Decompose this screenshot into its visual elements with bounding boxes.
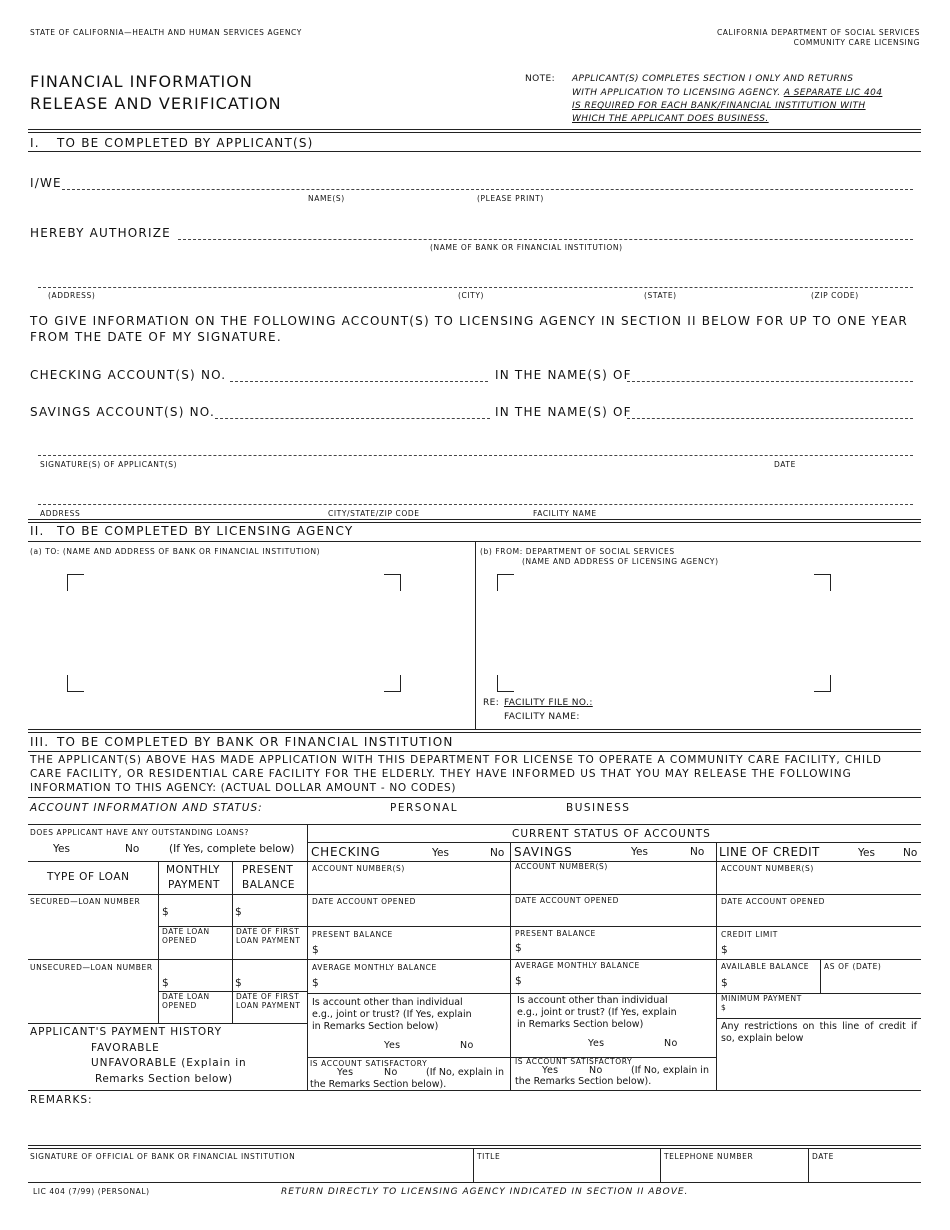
table-line bbox=[808, 1148, 809, 1182]
table-line bbox=[232, 861, 233, 1023]
savings-name-field[interactable] bbox=[627, 418, 913, 419]
secured-date-loan-2: OPENED bbox=[162, 936, 197, 945]
address-field[interactable] bbox=[38, 287, 913, 288]
bank-name-field[interactable] bbox=[178, 239, 913, 240]
section1-heading: TO BE COMPLETED BY APPLICANT(S) bbox=[57, 136, 314, 150]
credit-yes[interactable]: Yes bbox=[858, 847, 875, 859]
table-line bbox=[307, 993, 921, 994]
checking-name-field[interactable] bbox=[627, 381, 913, 382]
form-title-2: RELEASE AND VERIFICATION bbox=[30, 94, 282, 113]
zip-sublabel: (ZIP CODE) bbox=[811, 291, 859, 300]
as-of-date-label[interactable]: AS OF (DATE) bbox=[824, 962, 882, 971]
section1-num: I. bbox=[30, 136, 40, 150]
checking-other-2: e.g., joint or trust? (If Yes, explain bbox=[312, 1009, 472, 1020]
line-of-credit-heading: LINE OF CREDIT bbox=[719, 845, 820, 859]
note-line-2b: A SEPARATE LIC 404 bbox=[783, 88, 883, 98]
checking-other-no[interactable]: No bbox=[460, 1040, 474, 1051]
savings-label: SAVINGS ACCOUNT(S) NO. bbox=[30, 405, 215, 419]
bank-name-sublabel: (NAME OF BANK OR FINANCIAL INSTITUTION) bbox=[430, 243, 623, 252]
table-line bbox=[28, 1023, 307, 1024]
savings-other-no[interactable]: No bbox=[664, 1038, 678, 1049]
savings-other-1: Is account other than individual bbox=[517, 995, 668, 1006]
divider bbox=[28, 729, 921, 730]
checking-other-yes[interactable]: Yes bbox=[384, 1040, 401, 1051]
loans-question: DOES APPLICANT HAVE ANY OUTSTANDING LOANS? bbox=[30, 828, 249, 837]
facility-address-field[interactable] bbox=[38, 504, 913, 505]
credit-no[interactable]: No bbox=[903, 847, 918, 859]
unsecured-date-loan-2: OPENED bbox=[162, 1001, 197, 1010]
agency-right-1: CALIFORNIA DEPARTMENT OF SOCIAL SERVICES bbox=[716, 28, 920, 37]
savings-other-2: e.g., joint or trust? (If Yes, explain bbox=[517, 1007, 677, 1018]
corner-mark bbox=[384, 675, 401, 692]
type-of-loan-header: TYPE OF LOAN bbox=[47, 871, 130, 883]
monthly-header-2: PAYMENT bbox=[168, 879, 220, 891]
city-sublabel: (CITY) bbox=[458, 291, 485, 300]
intro-line-1: THE APPLICANT(S) ABOVE HAS MADE APPLICATION WITH THIS DEPARTMENT FOR LICENSE TO OPERATE A COMMUNITY CARE FACILITY, CHILD bbox=[30, 754, 882, 766]
divider bbox=[28, 132, 921, 133]
credit-limit-dollar[interactable]: $ bbox=[721, 944, 728, 956]
secured-date-loan-1: DATE LOAN bbox=[162, 927, 210, 936]
unsecured-balance-dollar[interactable]: $ bbox=[235, 977, 242, 989]
secured-date-first-1: DATE OF FIRST bbox=[236, 927, 300, 936]
table-line bbox=[28, 959, 921, 960]
savings-satisfactory-yes[interactable]: Yes bbox=[542, 1065, 559, 1076]
savings-if-no-1: (If No, explain in bbox=[631, 1065, 709, 1076]
unsecured-loan-label[interactable]: UNSECURED—LOAN NUMBER bbox=[30, 963, 153, 972]
savings-other-3: in Remarks Section below) bbox=[517, 1019, 644, 1030]
divider bbox=[28, 129, 921, 130]
note-line-2 bbox=[572, 88, 882, 98]
agency-left: STATE OF CALIFORNIA—HEALTH AND HUMAN SERVICES AGENCY bbox=[30, 28, 302, 37]
savings-present-dollar[interactable]: $ bbox=[515, 942, 522, 954]
personal-option[interactable]: PERSONAL bbox=[390, 802, 459, 814]
secured-date-first-2: LOAN PAYMENT bbox=[236, 936, 301, 945]
savings-heading: SAVINGS bbox=[514, 845, 573, 859]
section2-heading: TO BE COMPLETED BY LICENSING AGENCY bbox=[57, 524, 354, 538]
note-line-2a: WITH APPLICATION TO LICENSING AGENCY. bbox=[572, 88, 781, 98]
payment-history-label: APPLICANT'S PAYMENT HISTORY bbox=[30, 1026, 222, 1038]
facility-name-sublabel: FACILITY NAME bbox=[533, 509, 597, 518]
checking-heading: CHECKING bbox=[311, 845, 381, 859]
savings-number-field[interactable] bbox=[215, 418, 490, 419]
checking-other-1: Is account other than individual bbox=[312, 997, 463, 1008]
divider bbox=[28, 151, 921, 152]
divider bbox=[475, 541, 476, 729]
corner-mark bbox=[814, 675, 831, 692]
intro-line-2: CARE FACILITY, OR RESIDENTIAL CARE FACILITY FOR THE ELDERLY. THEY HAVE INFORMED US THAT YOU MAY RELEASE THE FOLLOWING bbox=[30, 768, 852, 780]
unsecured-date-first-2: LOAN PAYMENT bbox=[236, 1001, 301, 1010]
checking-yes[interactable]: Yes bbox=[432, 847, 449, 859]
unsecured-monthly-dollar[interactable]: $ bbox=[162, 977, 169, 989]
note-line-1: APPLICANT(S) COMPLETES SECTION I ONLY AND RETURNS bbox=[572, 74, 854, 84]
table-line bbox=[28, 1090, 921, 1091]
divider bbox=[28, 519, 921, 520]
savings-avg-dollar[interactable]: $ bbox=[515, 975, 522, 987]
present-header-1: PRESENT bbox=[242, 864, 294, 876]
savings-avg-monthly: AVERAGE MONTHLY BALANCE bbox=[515, 961, 640, 970]
checking-if-no-1: (If No, explain in bbox=[426, 1067, 504, 1078]
to-label: (a) TO: (NAME AND ADDRESS OF BANK OR FINANCIAL INSTITUTION) bbox=[30, 547, 321, 556]
from-label-2: (NAME AND ADDRESS OF LICENSING AGENCY) bbox=[522, 557, 719, 566]
date-sublabel: DATE bbox=[774, 460, 796, 469]
please-print-sublabel: (PLEASE PRINT) bbox=[477, 194, 544, 203]
unsecured-date-loan-1: DATE LOAN bbox=[162, 992, 210, 1001]
corner-mark bbox=[67, 675, 84, 692]
unsecured-date-first-1: DATE OF FIRST bbox=[236, 992, 300, 1001]
loans-yes[interactable]: Yes bbox=[53, 843, 70, 855]
facility-name-label: FACILITY NAME: bbox=[504, 712, 580, 722]
table-line bbox=[307, 926, 921, 927]
savings-satisfactory-no[interactable]: No bbox=[589, 1065, 603, 1076]
corner-mark bbox=[384, 574, 401, 591]
checking-satisfactory-label: IS ACCOUNT SATISFACTORY bbox=[310, 1059, 428, 1068]
give-info-line-1: TO GIVE INFORMATION ON THE FOLLOWING ACCOUNT(S) TO LICENSING AGENCY IN SECTION II BELOW FOR UP TO ONE YEAR bbox=[30, 314, 908, 328]
table-line bbox=[28, 894, 921, 895]
table-line bbox=[307, 842, 921, 843]
iwe-label: I/WE bbox=[30, 176, 62, 190]
savings-present-balance: PRESENT BALANCE bbox=[515, 929, 596, 938]
telephone-field[interactable]: TELEPHONE NUMBER bbox=[664, 1152, 754, 1161]
secured-monthly-dollar[interactable]: $ bbox=[162, 906, 169, 918]
present-header-2: BALANCE bbox=[242, 879, 295, 891]
savings-if-no-2: the Remarks Section below). bbox=[515, 1076, 652, 1087]
checking-no[interactable]: No bbox=[490, 847, 505, 859]
savings-no[interactable]: No bbox=[690, 846, 705, 858]
give-info-line-2: FROM THE DATE OF MY SIGNATURE. bbox=[30, 330, 282, 344]
divider bbox=[28, 732, 921, 733]
names-sublabel: NAME(S) bbox=[308, 194, 345, 203]
note-line-4: WHICH THE APPLICANT DOES BUSINESS. bbox=[572, 114, 769, 124]
savings-in-name-label: IN THE NAME(S) OF bbox=[495, 405, 632, 419]
table-line bbox=[307, 861, 921, 862]
checking-satisfactory-no[interactable]: No bbox=[384, 1067, 398, 1078]
divider bbox=[28, 1182, 921, 1183]
section2-num: II. bbox=[30, 524, 45, 538]
checking-avg-dollar[interactable]: $ bbox=[312, 977, 319, 989]
table-line bbox=[307, 824, 308, 1090]
restrictions-text: Any restrictions on this line of credit if so, explain below bbox=[721, 1021, 917, 1044]
table-line bbox=[820, 959, 821, 993]
checking-label: CHECKING ACCOUNT(S) NO. bbox=[30, 368, 227, 382]
table-line bbox=[716, 1018, 921, 1019]
available-balance-label: AVAILABLE BALANCE bbox=[721, 962, 810, 971]
checking-satisfactory-yes[interactable]: Yes bbox=[337, 1067, 354, 1078]
corner-mark bbox=[497, 675, 514, 692]
unfavorable-option[interactable]: UNFAVORABLE (Explain in bbox=[91, 1057, 247, 1069]
checking-present-dollar[interactable]: $ bbox=[312, 944, 319, 956]
citystatezip-sublabel: CITY/STATE/ZIP CODE bbox=[328, 509, 420, 518]
divider bbox=[28, 1145, 921, 1146]
names-field[interactable] bbox=[62, 189, 913, 190]
unfavorable-note: Remarks Section below) bbox=[95, 1073, 233, 1085]
return-note: RETURN DIRECTLY TO LICENSING AGENCY INDICATED IN SECTION II ABOVE. bbox=[281, 1187, 689, 1197]
minimum-payment-label: MINIMUM PAYMENT bbox=[721, 994, 802, 1003]
address2-sublabel: ADDRESS bbox=[40, 509, 81, 518]
savings-date-opened[interactable]: DATE ACCOUNT OPENED bbox=[515, 896, 620, 905]
table-line bbox=[473, 1148, 474, 1182]
available-balance-dollar[interactable]: $ bbox=[721, 977, 728, 989]
savings-account-number[interactable]: ACCOUNT NUMBER(S) bbox=[515, 862, 608, 871]
form-title-1: FINANCIAL INFORMATION bbox=[30, 72, 253, 91]
signature-field[interactable] bbox=[38, 455, 913, 456]
title-field[interactable]: TITLE bbox=[477, 1152, 501, 1161]
checking-number-field[interactable] bbox=[230, 381, 488, 382]
signature-sublabel: SIGNATURE(S) OF APPLICANT(S) bbox=[40, 460, 178, 469]
secured-balance-dollar[interactable]: $ bbox=[235, 906, 242, 918]
facility-file-label: FACILITY FILE NO.: bbox=[504, 698, 593, 708]
savings-satisfactory-label: IS ACCOUNT SATISFACTORY bbox=[515, 1057, 633, 1066]
section3-heading: TO BE COMPLETED BY BANK OR FINANCIAL INSTITUTION bbox=[57, 735, 454, 749]
divider bbox=[28, 797, 921, 798]
credit-account-number[interactable]: ACCOUNT NUMBER(S) bbox=[721, 864, 814, 873]
corner-mark bbox=[497, 574, 514, 591]
checking-account-number[interactable]: ACCOUNT NUMBER(S) bbox=[312, 864, 405, 873]
loans-no[interactable]: No bbox=[125, 843, 140, 855]
divider bbox=[28, 1148, 921, 1149]
from-label-1: (b) FROM: DEPARTMENT OF SOCIAL SERVICES bbox=[480, 547, 675, 556]
checking-in-name-label: IN THE NAME(S) OF bbox=[495, 368, 632, 382]
table-line bbox=[28, 861, 307, 862]
checking-date-opened[interactable]: DATE ACCOUNT OPENED bbox=[312, 897, 417, 906]
table-line bbox=[660, 1148, 661, 1182]
loans-if-yes: (If Yes, complete below) bbox=[169, 843, 295, 855]
intro-line-3: INFORMATION TO THIS AGENCY: (ACTUAL DOLLAR AMOUNT - NO CODES) bbox=[30, 782, 457, 794]
favorable-option[interactable]: FAVORABLE bbox=[91, 1042, 160, 1054]
secured-loan-label[interactable]: SECURED—LOAN NUMBER bbox=[30, 897, 141, 906]
account-info-label: ACCOUNT INFORMATION AND STATUS: bbox=[30, 802, 263, 814]
address-sublabel: (ADDRESS) bbox=[48, 291, 96, 300]
monthly-header-1: MONTHLY bbox=[166, 864, 220, 876]
divider bbox=[28, 522, 921, 523]
checking-present-balance: PRESENT BALANCE bbox=[312, 930, 393, 939]
corner-mark bbox=[67, 574, 84, 591]
table-line bbox=[307, 1057, 716, 1058]
note-label: NOTE: bbox=[525, 74, 556, 84]
state-sublabel: (STATE) bbox=[644, 291, 677, 300]
agency-right-2: COMMUNITY CARE LICENSING bbox=[793, 38, 920, 47]
checking-if-no-2: the Remarks Section below). bbox=[310, 1079, 447, 1090]
minimum-payment-dollar[interactable]: $ bbox=[721, 1003, 727, 1012]
official-date-field[interactable]: DATE bbox=[812, 1152, 834, 1161]
remarks-label[interactable]: REMARKS: bbox=[30, 1094, 93, 1106]
corner-mark bbox=[814, 574, 831, 591]
credit-limit-label: CREDIT LIMIT bbox=[721, 930, 778, 939]
table-line bbox=[158, 861, 159, 1023]
checking-other-3: in Remarks Section below) bbox=[312, 1021, 439, 1032]
table-line bbox=[28, 824, 921, 825]
checking-avg-monthly: AVERAGE MONTHLY BALANCE bbox=[312, 963, 437, 972]
official-signature-field[interactable]: SIGNATURE OF OFFICIAL OF BANK OR FINANCIAL INSTITUTION bbox=[30, 1152, 296, 1161]
form-id: LIC 404 (7/99) (PERSONAL) bbox=[33, 1187, 150, 1196]
section3-num: III. bbox=[30, 735, 50, 749]
hereby-label: HEREBY AUTHORIZE bbox=[30, 226, 171, 240]
credit-date-opened[interactable]: DATE ACCOUNT OPENED bbox=[721, 897, 826, 906]
savings-other-yes[interactable]: Yes bbox=[588, 1038, 605, 1049]
business-option[interactable]: BUSINESS bbox=[566, 802, 631, 814]
divider bbox=[28, 751, 921, 752]
table-line bbox=[716, 842, 717, 1090]
savings-yes[interactable]: Yes bbox=[631, 846, 648, 858]
note-line-3: IS REQUIRED FOR EACH BANK/FINANCIAL INSTITUTION WITH bbox=[572, 101, 866, 111]
re-label: RE: bbox=[483, 698, 500, 708]
table-line bbox=[510, 842, 511, 1090]
current-status-heading: CURRENT STATUS OF ACCOUNTS bbox=[512, 828, 711, 840]
